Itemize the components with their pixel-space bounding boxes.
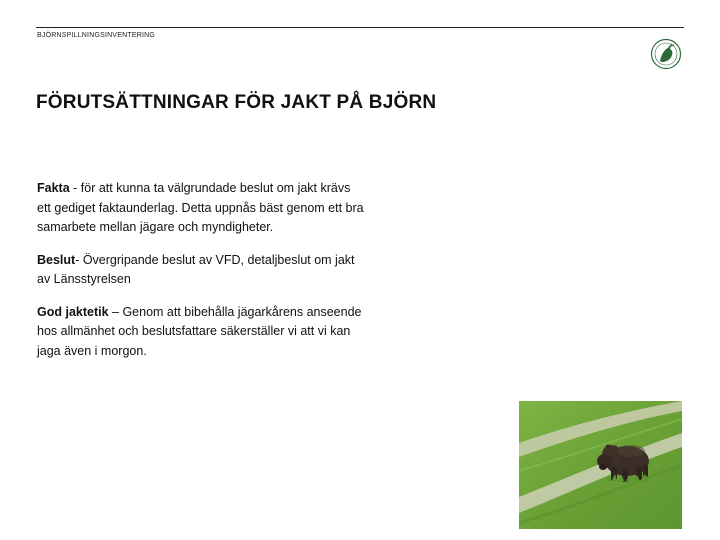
- paragraph-text: – Genom att bibehålla jägarkårens anseende hos allmänhet och beslutsfattare säkerställer vi att vi kan jaga även i morgon.: [37, 304, 362, 358]
- paragraph-god-jaktetik: [37, 303, 367, 362]
- content-body: [37, 179, 367, 374]
- paragraph-term: Fakta: [37, 181, 70, 195]
- paragraph-beslut: [37, 251, 367, 290]
- hunters-association-emblem-icon: [650, 38, 682, 70]
- paragraph-term: God jaktetik: [37, 304, 109, 319]
- header-rule: [36, 27, 684, 28]
- page-title: FÖRUTSÄTTNINGAR FÖR JAKT PÅ BJÖRN: [36, 92, 437, 113]
- paragraph-text: - för att kunna ta välgrundade beslut om jakt krävs ett gediget faktaunderlag. Detta uppnås bäst genom ett bra samarbete mellan jägare och myndigheter.: [37, 181, 364, 234]
- paragraph-fakta: [37, 179, 367, 238]
- header-label: BJÖRNSPILLNINGSINVENTERING: [37, 32, 155, 39]
- bear-on-grass-photo: [519, 401, 682, 529]
- paragraph-term: Beslut: [37, 252, 76, 267]
- paragraph-text: - Övergripande beslut av VFD, detaljbeslut om jakt av Länsstyrelsen: [37, 252, 355, 286]
